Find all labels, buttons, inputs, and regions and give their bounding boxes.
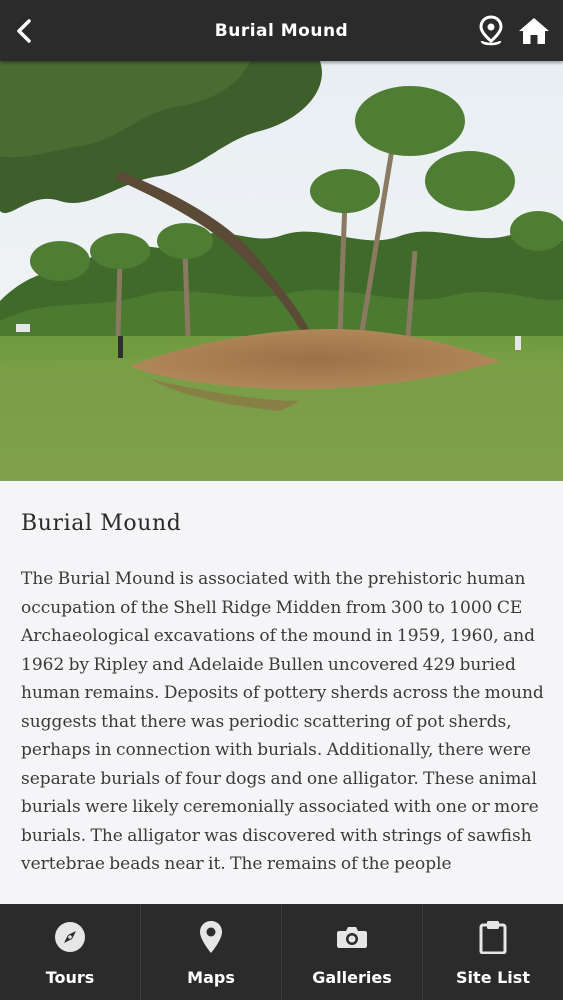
article-body: The Burial Mound is associated with the prehistoric human occupation of the Shell Ridge Midden from 300 to 1000 CE Archaeological excavations of the mound in 1959, 1960, and 1962 by Ripley and Adelaide Bullen uncovered 429 buried human remains. Deposits of pottery sherds across the mound suggests that there was periodic scattering of pot sherds, perhaps in connection with burials. Additionally, there were separate burials of four dogs and one alligator. These animal burials were likely ceremonially associated with one or more burials. The alligator was discovered with strings of sawfish vertebrae beads near it. The remains of the people xyxy=(21,569,544,874)
article-heading: Burial Mound xyxy=(21,511,182,536)
bottom-tab-bar xyxy=(0,904,563,1000)
back-button[interactable] xyxy=(8,14,42,48)
tab-site-list[interactable] xyxy=(422,904,563,1000)
tab-maps-label: Maps xyxy=(187,968,235,987)
clipboard-icon xyxy=(479,920,507,954)
tab-site-list-label: Site List xyxy=(456,968,530,987)
tab-tours[interactable] xyxy=(0,904,140,1000)
article-content xyxy=(0,481,563,904)
home-icon xyxy=(518,16,550,46)
tab-maps[interactable] xyxy=(140,904,281,1000)
page-title: Burial Mound xyxy=(214,20,349,41)
tab-galleries[interactable] xyxy=(281,904,422,1000)
home-button[interactable] xyxy=(515,12,553,50)
compass-icon xyxy=(53,920,87,954)
camera-icon xyxy=(336,924,368,950)
chevron-left-icon xyxy=(14,18,36,44)
map-marker-icon xyxy=(198,920,224,954)
top-bar xyxy=(0,0,563,61)
map-location-button[interactable] xyxy=(474,12,508,50)
tab-galleries-label: Galleries xyxy=(312,968,392,987)
hero-photo xyxy=(0,61,563,481)
map-pin-icon xyxy=(477,15,505,47)
tab-tours-label: Tours xyxy=(45,968,95,987)
